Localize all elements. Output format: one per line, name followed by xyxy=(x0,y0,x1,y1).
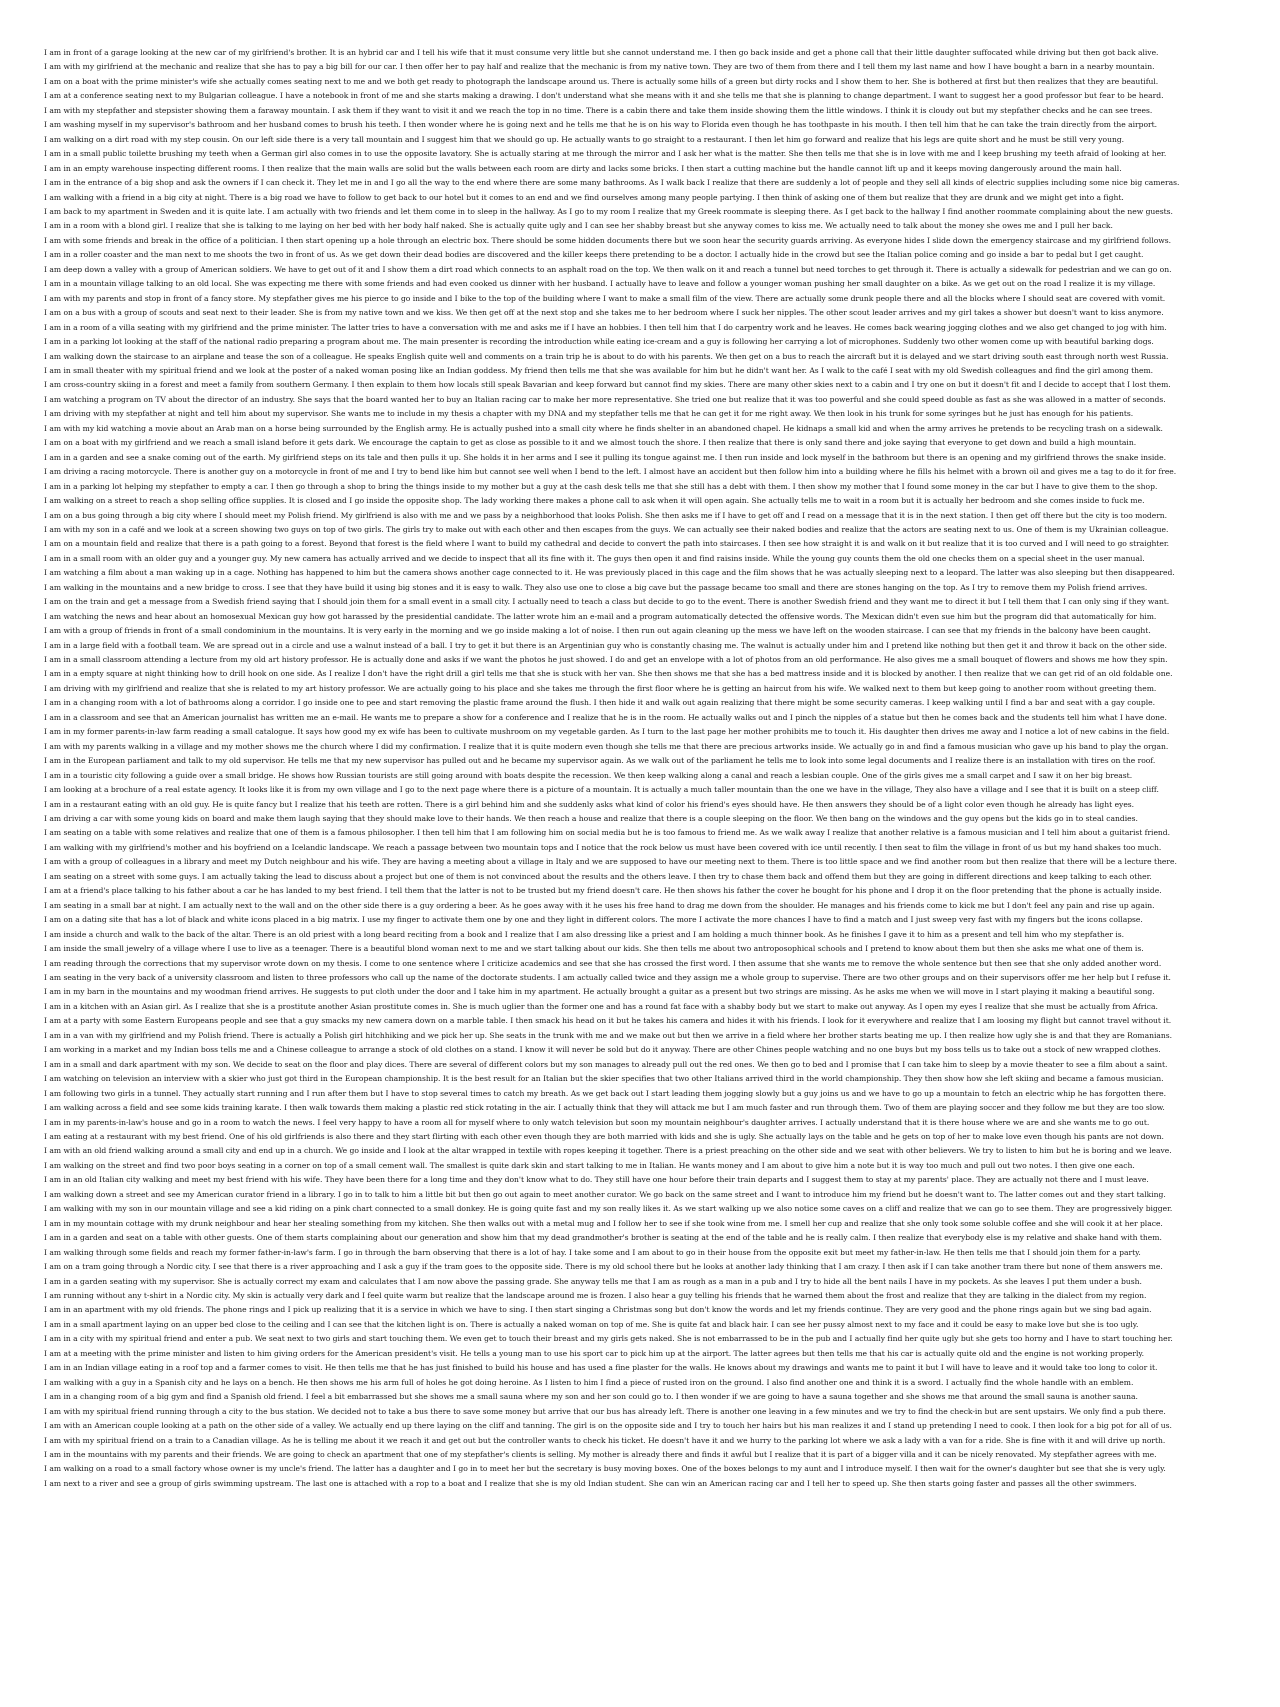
dream-entry-line: I am in a kitchen with an Asian girl. As I realize that she is a prostitute another Asian prostitute comes in. She is much uglier than the former one and has a round fat face with a shabby body but we start to make out anyway. As I open my eyes I realize that she must be actually from Africa. xyxy=(44,1001,1158,1011)
dream-entry-line: I am in a van with my girlfriend and my Polish friend. There is actually a Polish girl hitchhiking and we pick her up. She seats in the trunk with me and we make out but then we arrive in a field where her brother starts beating me up. I then realize how ugly she is and that they are Romanians. xyxy=(44,1030,1173,1040)
dream-entry-line: I am with some friends and break in the office of a politician. I then start opening up a hole through an electric box. There should be some hidden documents there but we soon hear the security guards arriving. As everyone hides I slide down the emergency staircase and my girlfriend follows. xyxy=(44,235,1172,245)
dream-entry-line: I am in small theater with my spiritual friend and we look at the poster of a naked woman posing like an Indian goddess. My friend then tells me that she was available for him but he didn't want her. As I walk to the café I seat with my old Swedish colleagues and find the girl among them. xyxy=(44,365,1154,375)
dream-entry-line: I am back to my apartment in Sweden and it is quite late. I am actually with two friends and let them come in to sleep in the hallway. As I go to my room I realize that my Greek roommate is sleeping there. As I get back to the hallway I find another roommate complaining about the new guests. xyxy=(44,206,1173,216)
dream-entry-line: I am driving a racing motorcycle. There is another guy on a motorcycle in front of me and I try to bend like him but cannot see well when I bend to the left. I almost have an accident but then follow him into a building where he fills his helmet with a brown oil and gives me a tag to do it for free. xyxy=(44,467,1177,477)
dream-entry-line: I am in a large field with a football team. We are spread out in a circle and use a walnut instead of a ball. I try to get it but there is an Argentinian guy who is constantly chasing me. The walnut is actually under him and I pretend like nothing but then get it and throw it back on the other side. xyxy=(44,640,1167,650)
dream-entry-line: I am with my son in a café and we look at a screen showing two guys on top of two girls. The girls try to make out with each other and then escapes from the guys. We can actually see their naked bodies and realize that the actors are seating next to us. One of them is my Ukrainian colleague. xyxy=(44,524,1169,534)
dream-entry-line: I am in a garden and seat on a table with other guests. One of them starts complaining about our generation and show him that my dead grandmother's brother is seating at the end of the table and he is really calm. I then realize that everybody else is my relative and shake hand with them. xyxy=(44,1233,1162,1243)
dream-entry-line: I am in a classroom and see that an American journalist has written me an e-mail. He wants me to prepare a show for a conference and I realize that he is in the room. He actually walks out and I pinch the nipples of a statue but then he comes back and the students tell him what I have done. xyxy=(44,712,1167,722)
dream-entry-line: I am in front of a garage looking at the new car of my girlfriend's brother. It is an hybrid car and I tell his wife that it must consume very little but she cannot understand me. I then go back inside and get a phone call that their little daughter suffocated while driving but then got back alive. xyxy=(44,48,1159,57)
dream-entry-line: I am in a parking lot helping my stepfather to empty a car. I then go through a shop to bring the things inside to my mother but a guy at the cash desk tells me that she still has a debt with them. I then show my mother that I found some money in the car but I have to give them to the shop. xyxy=(44,481,1158,491)
dream-entry-line: I am walking through some fields and reach my former father-in-law's farm. I go in through the barn observing that there is a lot of hay. I take some and I am about to go in their house from the opposite exit but meet my father-in-law. He then tells me that I should join them for a party. xyxy=(44,1247,1141,1257)
dream-entry-line: I am in my barn in the mountains and my woodman friend arrives. He suggests to put cloth under the door and I take him in my apartment. He actually brought a guitar as a present but two strings are missing. As he asks me when we will move in I start playing it making a beautiful song. xyxy=(44,987,1155,997)
dream-entry-line: I am with my spiritual friend running through a city to the bus station. We decided not to take a bus there to save some money but arrive that our bus has already left. There is another one leaving in a few minutes and we try to find the check-in but are sent upstairs. We only find a pub there. xyxy=(44,1406,1166,1416)
dream-entry-line: I am in a roller coaster and the man next to me shoots the two in front of us. As we get down their dead bodies are discovered and the killer keeps there pretending to be a doctor. I actually hide in the crowd but see the Italian police coming and go inside a bar to pedal but I get caught. xyxy=(44,250,1144,260)
dream-entry-line: I am inside the small jewelry of a village where I use to live as a teenager. There is a beautiful blond woman next to me and we start talking about our kids. She then tells me about two antroposophical schools and I pretend to know about them but then she asks me what one of them is. xyxy=(44,944,1144,954)
dream-entry-line: I am in a small room with an older guy and a younger guy. My new camera has actually arrived and we decide to inspect that all its fine with it. The guys then open it and find raisins inside. While the young guy counts them the old one checks them on a special sheet in the user manual. xyxy=(44,553,1145,563)
dream-entry-line: I am with an American couple looking at a path on the other side of a valley. We actually end up there laying on the cliff and tanning. The girl is on the opposite side and I try to touch her hairs but his man realizes it and I stand up pretending I need to cook. I then look for a big pot for all of us. xyxy=(44,1421,1172,1431)
dream-entry-line: I am walking with my son in our mountain village and see a kid riding on a pink chart connected to a small donkey. He is going quite fast and my son really likes it. As we start walking up we also notice some caves on a cliff and realize that we can go to see them. They are progressively bigger. xyxy=(44,1204,1173,1214)
dream-entry-line: I am walking on a dirt road with my step cousin. On our left side there is a very tall mountain and I suggest him that we should go up. He actually wants to go straight to a restaurant. I then let him go forward and realize that his legs are quite short and he must be still very young. xyxy=(44,134,1125,144)
dream-entry-line: I am in the European parliament and talk to my old supervisor. He tells me that my new supervisor has pulled out and he became my supervisor again. As we walk out of the parliament he tells me to look into some legal documents and I realize there is an installation with tires on the roof. xyxy=(44,756,1156,766)
dream-entry-line: I am in a small classroom attending a lecture from my old art history professor. He is actually done and asks if we want the photos he just showed. I do and get an envelope with a lot of photos from an old performance. He also gives me a small bouquet of flowers and shows me how they spin. xyxy=(44,655,1168,665)
dream-entry-line: I am at a meeting with the prime minister and listen to him giving orders for the American president's visit. He tells a young man to use his sport car to pick him up at the airport. The latter agrees but then tells me that his car is actually quite old and the engine is not working properly. xyxy=(44,1348,1145,1358)
dream-entry-line: I am seating in a small bar at night. I am actually next to the wall and on the other side there is a guy ordering a beer. As he goes away with it he uses his free hand to drag me down from the shoulder. He manages and his friends come to kick me but I don't feel any pain and rise up again. xyxy=(44,900,1155,910)
dream-entry-line: I am in a room of a villa seating with my girlfriend and the prime minister. The latter tries to have a conversation with me and asks me if I have an hobbies. I then tell him that I do carpentry work and he leaves. He comes back wearing jogging clothes and we also get changed to jog with him. xyxy=(44,322,1167,332)
dream-entry-line: I am inside a church and walk to the back of the altar. There is an old priest with a long beard reciting from a book and I realize that I am also dressing like a priest and I am holding a much thinner book. As he finishes I gave it to him as a present and tell him who my stepfather is. xyxy=(44,929,1125,939)
dream-entry-line: I am in my parents-in-law's house and go in a room to watch the news. I feel very happy to have a room all for myself where to only watch television but soon my mountain neighbour's daughter arrives. I actually understand that it is there house where we are and she wants me to go out. xyxy=(44,1117,1150,1127)
dream-entry-line: I am walking down the staircase to an airplane and tease the son of a colleague. He speaks English quite well and comments on a train trip he is about to do with his parents. We then get on a bus to reach the aircraft but it is delayed and we start driving south east through north west Russia. xyxy=(44,351,1169,361)
dream-entry-line: I am walking with my girlfriend's mother and his boyfriend on a Icelandic landscape. We reach a passage between two mountain tops and I notice that the rock below us must have been covered with ice until recently. I then seat to film the village in front of us but my hand shakes too much. xyxy=(44,842,1162,852)
dream-entry-line: I am deep down a valley with a group of American soldiers. We have to get out of it and I show them a dirt road which connects to an asphalt road on the top. We then walk on it and reach a tunnel but need torches to get through it. There is actually a sidewalk for pedestrian and we can go on. xyxy=(44,264,1172,274)
dream-entry-line: I am cross-country skiing in a forest and meet a family from southern Germany. I then explain to them how locals still speak Bavarian and keep forward but cannot find my skies. There are many other skies next to a cabin and I try one on but it doesn't fit and I decide to accept that I lost them. xyxy=(44,380,1171,390)
dream-entry-line: I am in a small apartment laying on an upper bed close to the ceiling and I can see that the kitchen light is on. There is actually a naked woman on top of me. She is quite fat and black hair. I can see her pussy almost next to my face and it could be easy to make love but she is too ugly. xyxy=(44,1319,1139,1329)
dream-entry-line: I am with a group of colleagues in a library and meet my Dutch neighbour and his wife. They are having a meeting about a village in Italy and we are supposed to have our meeting next to them. There is too little space and we find another room but then realize that there will be a lecture there. xyxy=(44,857,1177,867)
dream-entry-line: I am watching a program on TV about the director of an industry. She says that the board wanted her to buy an Italian racing car to make her more representative. She tried one but realize that it was too powerful and she could speed double as fast as she was allowed in a matter of seconds. xyxy=(44,394,1166,404)
dream-entry-line: I am in a touristic city following a guide over a small bridge. He shows how Russian tourists are still going around with boats despite the recession. We then keep walking along a canal and reach a lesbian couple. One of the girls gives me a small carpet and I saw it on her big breast. xyxy=(44,770,1133,780)
dream-entry-line: I am looking at a brochure of a real estate agency. It looks like it is from my own village and I go to the next page where there is a picture of a mountain. It is actually a much taller mountain than the one we have in the village, They also have a village and I see that it is built on a steep cliff. xyxy=(44,785,1159,795)
dream-entry-line: I am running without any t-shirt in a Nordic city. My skin is actually very dark and I feel quite warm but realize that the landscape around me is frozen. I also hear a guy telling his friends that he warned them about the frost and realize that they are talking in the dialect from my region. xyxy=(44,1290,1147,1300)
dream-entry-line: I am in a restaurant eating with an old guy. He is quite fancy but I realize that his teeth are rotten. There is a girl behind him and she suddenly asks what kind of color his friend's eyes should have. He then answers they should be of a light color even though he already has light eyes. xyxy=(44,799,1135,809)
dream-entry-line: I am in an apartment with my old friends. The phone rings and I pick up realizing that it is a service in which we have to sing. I then start singing a Christmas song but don't know the words and let my friends continue. They are very good and the phone rings again but we sing bad again. xyxy=(44,1305,1152,1315)
dream-entry-line: I am on the train and get a message from a Swedish friend saying that I should join them for a small event in a small city. I actually need to teach a class but decide to go to the event. There is another Swedish friend and they want me to direct it but I tell them that I can only sing if they want. xyxy=(44,597,1170,607)
dream-entry-line: I am in a city with my spiritual friend and enter a pub. We seat next to two girls and start touching them. We even get to touch their breast and my girls gets naked. She is not embarrassed to be in the pub and I actually find her quite ugly but she gets too horny and I have to start touching her. xyxy=(44,1334,1173,1344)
dream-entry-line: I am with an old friend walking around a small city and end up in a church. We go inside and I look at the altar wrapped in textile with ropes keeping it together. There is a priest preaching on the other side and we seat with other believers. We try to listen to him but he is boring and we leave. xyxy=(44,1146,1172,1156)
dream-entry-line: I am walking down a street and see my American curator friend in a library. I go in to talk to him a little bit but then go out again to meet another curator. We go back on the same street and I want to introduce him my friend but he doesn't want to. The latter comes out and they start talking. xyxy=(44,1189,1166,1199)
dream-entry-line: I am with a group of friends in front of a small condominium in the mountains. It is very early in the morning and we go inside making a lot of noise. I then run out again cleaning up the mess we have left on the wooden staircase. I can see that my friends in the balcony have been caught. xyxy=(44,626,1151,636)
dream-entry-line: I am with my girlfriend at the mechanic and realize that she has to pay a big bill for our car. I then offer her to pay half and realize that the mechanic is from my native town. They are two of them from there and I tell them my last name and how I have bought a barn in a nearby mountain. xyxy=(44,62,1155,72)
dream-entry-line: I am with my parents walking in a village and my mother shows me the church where I did my confirmation. I realize that it is quite modern even though she tells me that there are precious artworks inside. We actually go in and find a famous musician who gave up his band to play the organ. xyxy=(44,741,1169,751)
dream-entry-line: I am in a small and dark apartment with my son. We decide to seat on the floor and play dices. There are several of different colors but my son manages to already pull out the red ones. We then go to bed and I promise that I can take him to sleep by a movie theater to see a film about a saint. xyxy=(44,1059,1168,1069)
dream-entry-line: I am walking with a guy in a Spanish city and he lays on a bench. He then shows me his arm full of holes he got doing heroine. As I listen to him I find a piece of rusted iron on the ground. I also find another one and think it is a sword. I actually find the whole handle with an emblem. xyxy=(44,1377,1134,1387)
dream-entry-line: I am driving a car with some young kids on board and make them laugh saying that they should make love to their hands. We then reach a house and realize that there is a couple sleeping on the floor. We then bang on the windows and the guy opens but the kids go in to steal candies. xyxy=(44,814,1138,824)
dream-entry-line: I am walking on the street and find two poor boys seating in a corner on top of a small cement wall. The smallest is quite dark skin and start talking to me in Italian. He wants money and I am about to give him a note but it is way too much and pull out two notes. I then give one each. xyxy=(44,1160,1135,1170)
dream-journal-text xyxy=(44,46,1244,1491)
dream-entry-line: I am in my mountain cottage with my drunk neighbour and hear her stealing something from my kitchen. She then walks out with a metal mug and I follow her to see if she took wine from me. I smell her cup and realize that she only took some soluble coffee and she will cook it at her place. xyxy=(44,1218,1163,1228)
dream-entry-line: I am in the mountains with my parents and their friends. We are going to check an apartment that one of my stepfather's clients is selling. My mother is already there and finds it awful but I realize that it is part of a bigger villa and it can be nicely renovated. My stepfather agrees with me. xyxy=(44,1449,1157,1459)
dream-entry-line: I am next to a river and see a group of girls swimming upstream. The last one is attached with a rop to a boat and I realize that she is my old Indian student. She can win an American racing car and I tell her to speed up. She then starts going faster and passes all the other swimmers. xyxy=(44,1478,1137,1488)
dream-entry-line: I am in a garden seating with my supervisor. She is actually correct my exam and calculates that I am now above the passing grade. She anyway tells me that I am as rough as a man in a pub and I try to hide all the bent nails I have in my pockets. As she leaves I put them under a bush. xyxy=(44,1276,1142,1286)
dream-entry-line: I am watching the news and hear about an homosexual Mexican guy how got harassed by the presidential candidate. The latter wrote him an e-mail and a program automatically detected the offensive words. The Mexican didn't even sue him but the program did that automatically for him. xyxy=(44,611,1157,621)
dream-entry-line: I am in a parking lot looking at the staff of the national radio preparing a program about me. The main presenter is recording the introduction while eating ice-cream and a guy is following her carrying a lot of microphones. Suddenly two other women come up with beautiful barking dogs. xyxy=(44,337,1154,347)
dream-entry-line: I am walking on a road to a small factory whose owner is my uncle's friend. The latter has a daughter and I go in to meet her but the secretary is busy moving boxes. One of the boxes belongs to my aunt and I introduce myself. I then wait for the owner's daughter but see that she is very ugly. xyxy=(44,1464,1166,1474)
dream-entry-line: I am in an old Italian city walking and meet my best friend with his wife. They have been there for a long time and they don't know what to do. They still have one hour before their train departs and I suggest them to stay at my parents' place. They are actually not there and I must leave. xyxy=(44,1175,1149,1185)
dream-entry-line: I am walking across a field and see some kids training karate. I then walk towards them making a plastic red stick rotating in the air. I actually think that they will attack me but I am much faster and run through them. Two of them are playing soccer and they follow me but they are too slow. xyxy=(44,1103,1165,1113)
dream-entry-line: I am seating in the very back of a university classroom and listen to three professors who call up the name of the doctorate students. I am actually called twice and they assign me a whole group to supervise. There are two other groups and on their supervisors offer me her help but I refuse it. xyxy=(44,973,1171,982)
dream-entry-line: I am in an Indian village eating in a roof top and a farmer comes to visit. He then tells me that he has just finished to build his house and has used a fine plaster for the walls. He knows about my drawings and wants me to paint it but I will have to leave and it would take too long to color it. xyxy=(44,1363,1158,1373)
dream-entry-line: I am walking on a street to reach a shop selling office supplies. It is closed and I go inside the opposite shop. The lady working there makes a phone call to ask when it will open again. She actually tells me to wait in a room but it is actually her bedroom and she comes inside to fuck me. xyxy=(44,496,1145,506)
dream-entry-line: I am watching a film about a man waking up in a cage. Nothing has happened to him but the camera shows another cage connected to it. He was previously placed in this cage and the film shows that he was actually sleeping next to a leopard. The latter was also sleeping but then disappeared. xyxy=(44,568,1175,578)
dream-entry-line: I am in a garden and see a snake coming out of the earth. My girlfriend steps on its tale and then pulls it up. She holds it in her arms and I see it pulling its tongue against me. I then run inside and lock myself in the bathroom but there is an opening and my girlfriend throws the snake inside. xyxy=(44,452,1166,462)
dream-entry-line: I am in a changing room with a lot of bathrooms along a corridor. I go inside one to pee and start removing the plastic frame around the flush. I then hide it and walk out again realizing that there might be some security cameras. I keep walking until I find a bar and seat with a gay couple. xyxy=(44,698,1155,708)
dream-entry-line: I am on a dating site that has a lot of black and white icons placed in a big matrix. I use my finger to activate them one by one and they light in different colors. The more I activate the more chances I have to find a match and I just sweep very fast with my fingers but the icons collapse. xyxy=(44,915,1143,925)
dream-entry-line: I am eating at a restaurant with my best friend. One of his old girlfriends is also there and they start flirting with each other even though they are both married with kids and she is ugly. She actually lays on the table and he gets on top of her to make love even though his pants are not down. xyxy=(44,1131,1164,1141)
dream-entry-line: I am in a changing room of a big gym and find a Spanish old friend. I feel a bit embarrassed but she shows me a small sauna where my son and her son could go to. I then wonder if we are going to have a sauna together and she shows me that around the small sauna is another sauna. xyxy=(44,1392,1138,1402)
dream-entry-line: I am at a party with some Eastern Europeans people and see that a guy smacks my new camera down on a marble table. I then smack his head on it but he takes his camera and hides it with his friends. I look for it everywhere and realize that I am loosing my flight but cannot travel without it. xyxy=(44,1016,1172,1026)
dream-entry-line: I am on a bus with a group of scouts and seat next to their leader. She is from my native town and we kiss. We then get off at the next stop and she takes me to her bedroom where I suck her nipples. The other scout leader arrives and my girl takes a shower but doesn't want to kiss anymore. xyxy=(44,308,1164,318)
dream-entry-line: I am following two girls in a tunnel. They actually start running and I run after them but I have to stop several times to catch my breath. As we get back out I start leading them jogging slowly but a guy joins us and we have to go up a mountain to fetch an electric whip he has forgotten there. xyxy=(44,1088,1167,1098)
dream-entry-line: I am at a conference seating next to my Bulgarian colleague. I have a notebook in front of me and she starts making a drawing. I don't understand what she means with it and she tells me that she is planning to change department. I want to suggest her a good professor but fear to be heard. xyxy=(44,91,1164,101)
dream-entry-line: I am washing myself in my supervisor's bathroom and her husband comes to brush his teeth. I then wonder where he is going next and he tells me that he is on his way to Florida even though he has toothpaste in his mouth. I then tell him that he can take the train directly from the airport. xyxy=(44,120,1158,130)
dream-entry-line: I am on a mountain field and realize that there is a path going to a forest. Beyond that forest is the field where I want to build my cathedral and decide to convert the path into staircases. I then see how straight it is and walk on it but realize that it is too curved and I will need to go straighter. xyxy=(44,539,1170,549)
dream-entry-line: I am in the entrance of a big shop and ask the owners if I can check it. They let me in and I go all the way to the end where there are some many bathrooms. As I walk back I realize that there are suddenly a lot of people and they sell all kinds of electric supplies including some nice big cameras. xyxy=(44,178,1180,188)
dream-entry-line: I am on a tram going through a Nordic city. I see that there is a river approaching and I ask a guy if the tram goes to the opposite side. There is my old school there but he looks at another lady thinking that I am crazy. I then ask if I can take another tram there but none of them answers me. xyxy=(44,1262,1163,1272)
dream-entry-line: I am at a friend's place talking to his father about a car he has landed to my best friend. I tell them that the latter is not to be trusted but my friend doesn't care. He then shows his father the cover he bought for his phone and I drop it on the floor pretending that the phone is actually inside. xyxy=(44,886,1162,896)
dream-entry-line: I am in an empty warehouse inspecting different rooms. I then realize that the main walls are solid but the walls between each room are dirty and lacks some bricks. I then start a cutting machine but the handle cannot lift up and it keeps moving dangerously around the main hall. xyxy=(44,163,1122,173)
dream-entry-line: I am on a boat with the prime minister's wife she actually comes seating next to me and we both get ready to photograph the landscape around us. There is actually some hills of a green but dirty rocks and I show them to her. She is bothered at first but then realizes that they are beautiful. xyxy=(44,76,1159,86)
dream-entry-line: I am walking in the mountains and a new bridge to cross. I see that they have build it using big stones and it is easy to walk. They also use one to close a big cave but the passage became too small and there are stones hanging on the top. As I try to remove them my Polish friend arrives. xyxy=(44,582,1148,592)
dream-entry-line: I am in a empty square at night thinking how to drill hook on one side. As I realize I don't have the right drill a girl tells me that she is stuck with her van. She then shows me that she has a bed mattress inside and it is blocked by another. I then realize that we can get rid of an old foldable one. xyxy=(44,669,1173,679)
dream-entry-line: I am in my former parents-in-law farm reading a small catalogue. It says how good my ex wife has been to cultivate mushroom on my vegetable garden. As I turn to the last page her mother prohibits me to touch it. His daughter then drives me away and I notice a lot of new cabins in the field. xyxy=(44,727,1170,737)
dream-entry-line: I am driving with my stepfather at night and tell him about my supervisor. She wants me to include in my thesis a chapter with my DNA and my stepfather tells me that he can get it for me right away. We then look in his trunk for some syringes but he just has enough for his patients. xyxy=(44,409,1134,419)
dream-entry-line: I am in a mountain village talking to an old local. She was expecting me there with some friends and had even cooked us dinner with her husband. I actually have to leave and follow a younger woman pushing her small daughter on a bike. As we get out on the road I realize it is my village. xyxy=(44,279,1156,289)
dream-entry-line: I am with my spiritual friend on a train to a Canadian village. As he is telling me about it we reach it and get out but the controller wants to check his ticket. He doesn't have it and we hurry to the parking lot where we ask a lady with a van for a ride. She is fine with it and will drive up north. xyxy=(44,1435,1166,1445)
dream-entry-line: I am reading through the corrections that my supervisor wrote down on my thesis. I come to one sentence where I criticize academics and see that she has crossed the first word. I then assume that she wants me to remove the whole sentence but then see that she only added another word. xyxy=(44,958,1162,968)
dream-entry-line: I am with my kid watching a movie about an Arab man on a horse being surrounded by the English army. He is actually pushed into a small city where he finds shelter in an abandoned chapel. He kidnaps a small kid and when the army arrives he pretends to be recycling trash on a sidewalk. xyxy=(44,423,1163,433)
dream-entry-line: I am seating on a table with some relatives and realize that one of them is a famous philosopher. I then tell him that I am following him on social media but he is too famous to friend me. As we walk away I realize that another relative is a famous musician and I tell him about a guitarist friend. xyxy=(44,828,1171,838)
dream-entry-line: I am on a boat with my girlfriend and we reach a small island before it gets dark. We encourage the captain to get as close as possible to it and we almost touch the shore. I then realize that there is only sand there and joke saying that everyone to get down and build a high mountain. xyxy=(44,438,1137,448)
dream-entry-line: I am walking with a friend in a big city at night. There is a big road we have to follow to get back to our hotel but it comes to an end and we find ourselves among many people partying. I then think of asking one of them but realize that they are drunk and we might get into a fight. xyxy=(44,192,1124,202)
dream-entry-line: I am in a small public toilette brushing my teeth when a German girl also comes in to use the opposite lavatory. She is actually staring at me through the mirror and I ask her what is the matter. She then tells me that she is in love with me and I keep brushing my teeth afraid of looking at her. xyxy=(44,149,1167,159)
dream-entry-line: I am driving with my girlfriend and realize that she is related to my art history professor. We are actually going to his place and she takes me through the first floor where he is getting an haircut from his wife. We walked next to them but keep going to another room without greeting them. xyxy=(44,683,1157,693)
dream-entry-line: I am with my stepfather and stepsister showing them a faraway mountain. I ask them if they want to visit it and we reach the top in no time. There is a cabin there and take them inside showing them the little windows. I think it is cloudy out but my stepfather checks and he can see trees. xyxy=(44,105,1153,115)
dream-entry-line: I am in a room with a blond girl. I realize that she is talking to me laying on her bed with her body half naked. She is actually quite ugly and I can see her shabby breast but she anyway comes to kiss me. We actually need to talk about the money she owes me and I pull her back. xyxy=(44,221,1113,231)
dream-entry-line: I am with my parents and stop in front of a fancy store. My stepfather gives me his pierce to go inside and I bike to the top of the building where I want to make a small film of the view. There are actually some drunk people there and all the blocks where I should seat are covered with vomit. xyxy=(44,293,1166,303)
dream-entry-line: I am on a bus going through a big city where I should meet my Polish friend. My girlfriend is also with me and we pass by a neighborhood that looks Polish. She then asks me if I have to get off and I read on a message that it is in the next station. I then get off there but the city is too modern. xyxy=(44,510,1168,520)
dream-entry-line: I am watching on television an interview with a skier who just got third in the European championship. It is the best result for an Italian but the skier specifies that two other Italians arrived third in the world championship. They then show how she left skiing and became a famous musician. xyxy=(44,1074,1164,1084)
dream-entry-line: I am seating on a street with some guys. I am actually taking the lead to discuss about a project but one of them is not convinced about the results and the others leave. I then try to chase them back and offend them but they are going in different directions and keep talking to each other. xyxy=(44,871,1152,881)
dream-entry-line: I am working in a market and my Indian boss tells me and a Chinese colleague to arrange a stock of old clothes on a stand. I know it will never be sold but do it anyway. There are other Chines people watching and no one buys but my boss tells us to take out a stock of new wrapped clothes. xyxy=(44,1045,1161,1055)
